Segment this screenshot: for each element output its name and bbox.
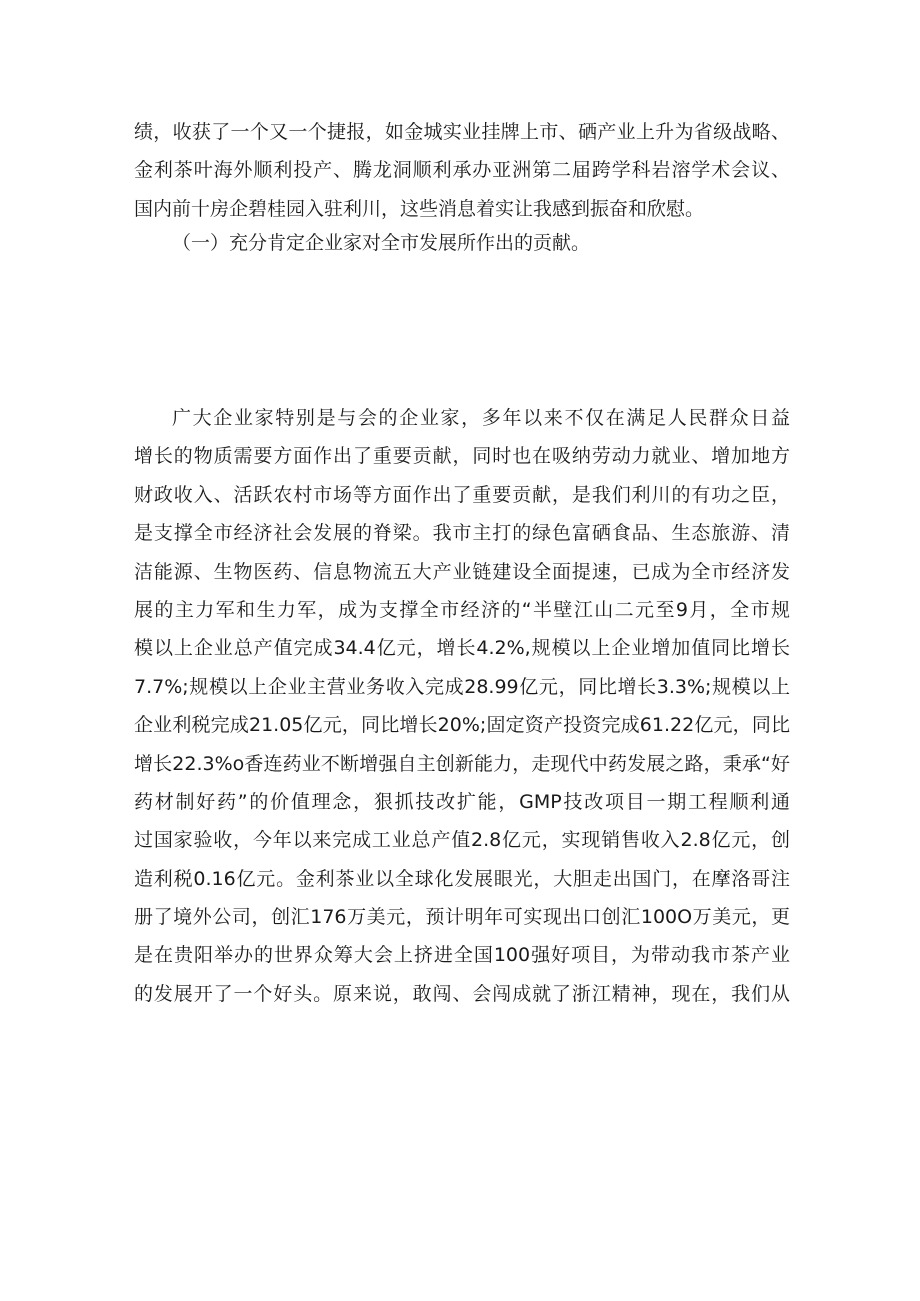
paragraph-1-line: 国内前十房企碧桂园入驻利川，这些消息着实让我感到振奋和欣慰。 [134, 197, 705, 220]
paragraph-2-line: 是支撑全市经济社会发展的脊梁。我市主打的绿色富硒食品、生态旅游、清 [134, 522, 790, 545]
paragraph-2-line: 财政收入、活跃农村市场等方面作出了重要贡献，是我们利川的有功之臣， [134, 483, 790, 506]
paragraph-2-line: 册了境外公司，创汇176万美元，预计明年可实现出口创汇100O万美元，更 [134, 906, 790, 929]
paragraph-1 [134, 113, 790, 228]
paragraph-2-line: 洁能源、生物医药、信息物流五大产业链建设全面提速，已成为全市经济发 [134, 560, 790, 583]
paragraph-2-line: 7.7%;规模以上企业主营业务收入完成28.99亿元，同比增长3.3%;规模以上 [134, 675, 790, 698]
paragraph-2-line: 企业利税完成21.05亿元，同比增长20%;固定资产投资完成61.22亿元，同比 [134, 714, 790, 737]
paragraph-2-line: 过国家验收，今年以来完成工业总产值2.8亿元，实现销售收入2.8亿元，创 [134, 829, 790, 852]
paragraph-2-line: 造利税0.16亿元。金利茶业以全球化发展眼光，大胆走出国门，在摩洛哥注 [134, 867, 790, 890]
section-heading: （一）充分肯定企业家对全市发展所作出的贡献。 [172, 232, 591, 254]
paragraph-2-line: 药材制好药”的价值理念，狠抓技改扩能，GMP技改项目一期工程顺利通 [134, 790, 790, 813]
paragraph-1-line: 绩，收获了一个又一个捷报，如金城实业挂牌上市、硒产业上升为省级战略、 [134, 121, 790, 143]
paragraph-1-line: 金利茶叶海外顺利投产、腾龙洞顺利承办亚洲第二届跨学科岩溶学术会议、 [134, 159, 790, 182]
paragraph-2-line: 模以上企业总产值完成34.4亿元，增长4.2%,规模以上企业增加值同比增长 [134, 637, 790, 660]
paragraph-2-line: 增长22.3%o香连药业不断增强自主创新能力，走现代中药发展之路，秉承“好 [134, 752, 790, 775]
paragraph-2-line: 增长的物质需要方面作出了重要贡献，同时也在吸纳劳动力就业、增加地方 [134, 445, 790, 468]
paragraph-2-line: 广大企业家特别是与会的企业家，多年以来不仅在满足人民群众日益 [172, 407, 790, 429]
paragraph-2-line: 的发展开了一个好头。原来说，敢闯、会闯成就了浙江精神，现在，我们从 [134, 982, 790, 1005]
paragraph-2 [134, 399, 790, 1013]
paragraph-2-line: 是在贵阳举办的世界众筹大会上挤进全国100强好项目，为带动我市茶产业 [134, 944, 790, 967]
paragraph-2-line: 展的主力军和生力军，成为支撑全市经济的“半壁江山二元至9月，全市规 [134, 598, 790, 621]
